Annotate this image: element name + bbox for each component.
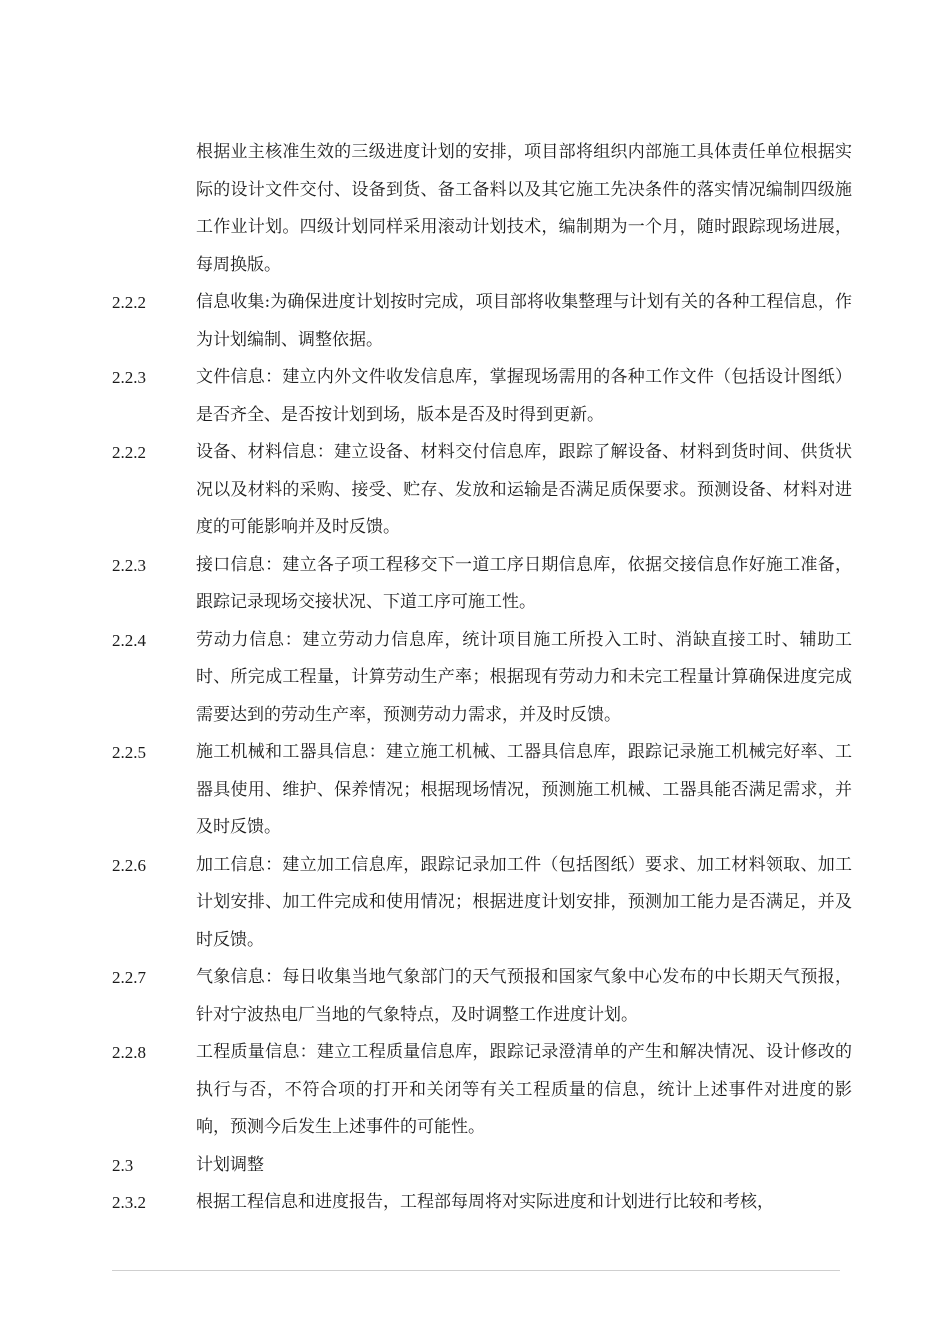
section-number: 2.3: [112, 1155, 134, 1175]
section-text: 信息收集:为确保进度计划按时完成，项目部将收集整理与计划有关的各种工程信息，作为计划编制、调整依据。: [196, 292, 852, 350]
section-item-2-2-2-equipment-material-info: [112, 434, 852, 547]
document-body: [112, 134, 852, 1222]
section-text: 劳动力信息：建立劳动力信息库，统计项目施工所投入工时、消缺直接工时、辅助工时、所完成工程量，计算劳动生产率；根据现有劳动力和未完工程量计算确保进度完成需要达到的劳动生产率，预测劳动力需求，并及时反馈。: [196, 629, 852, 725]
section-item-2-2-3-interface-info: [112, 547, 852, 622]
section-number: 2.2.2: [112, 443, 146, 462]
section-number: 2.2.6: [112, 855, 146, 875]
section-item-2-2-3-document-info: [112, 359, 852, 434]
section-text: 设备、材料信息：建立设备、材料交付信息库，跟踪了解设备、材料到货时间、供货状况以及材料的采购、接受、贮存、发放和运输是否满足质保要求。预测设备、材料对进度的可能影响并及时反馈。: [196, 442, 852, 537]
section-number: 2.3.2: [112, 1193, 146, 1212]
section-item-2-2-5-machinery-info: [112, 734, 852, 847]
section-number: 2.2.3: [112, 368, 146, 387]
footer-divider: [112, 1270, 840, 1271]
section-item-2-2-7-weather-info: [112, 959, 852, 1034]
section-item-2-3-2-progress-review: [112, 1184, 852, 1222]
section-item-2-2-8-quality-info: [112, 1034, 852, 1147]
section-text: 接口信息：建立各子项工程移交下一道工序日期信息库，依据交接信息作好施工准备，跟踪记录现场交接状况、下道工序可施工性。: [196, 554, 852, 612]
section-number: 2.2.2: [112, 293, 146, 312]
section-heading-text: 计划调整: [196, 1154, 264, 1175]
section-text: 文件信息：建立内外文件收发信息库，掌握现场需用的各种工作文件（包括设计图纸）是否齐全、是否按计划到场，版本是否及时得到更新。: [196, 367, 852, 425]
lead-paragraph: 根据业主核准生效的三级进度计划的安排，项目部将组织内部施工具体责任单位根据实际的设计文件交付、设备到货、备工备料以及其它施工先决条件的落实情况编制四级施工作业计划。四级计划同样采用滚动计划技术，编制期为一个月，随时跟踪现场进展，每周换版。: [196, 142, 852, 275]
section-text: 根据工程信息和进度报告，工程部每周将对实际进度和计划进行比较和考核，: [196, 1192, 774, 1212]
section-number: 2.2.7: [112, 968, 146, 987]
section-text: 施工机械和工器具信息：建立施工机械、工器具信息库，跟踪记录施工机械完好率、工器具使用、维护、保养情况；根据现场情况，预测施工机械、工器具能否满足需求，并及时反馈。: [196, 742, 852, 837]
section-item-2-2-4-labor-info: [112, 622, 852, 735]
section-text: 气象信息：每日收集当地气象部门的天气预报和国家气象中心发布的中长期天气预报，针对宁波热电厂当地的气象特点，及时调整工作进度计划。: [196, 967, 852, 1025]
section-item-2-2-2-info-collection: [112, 284, 852, 359]
section-item-2-2-6-processing-info: [112, 847, 852, 960]
section-number: 2.2.8: [112, 1043, 146, 1062]
section-number: 2.2.5: [112, 743, 146, 762]
section-heading-2-3-plan-adjustment: [112, 1147, 852, 1185]
section-number: 2.2.3: [112, 555, 146, 575]
section-text: 工程质量信息：建立工程质量信息库，跟踪记录澄清单的产生和解决情况、设计修改的执行与否，不符合项的打开和关闭等有关工程质量的信息，统计上述事件对进度的影响，预测今后发生上述事件的可能性。: [196, 1042, 852, 1137]
section-text: 加工信息：建立加工信息库，跟踪记录加工件（包括图纸）要求、加工材料领取、加工计划安排、加工件完成和使用情况；根据进度计划安排，预测加工能力是否满足，并及时反馈。: [196, 854, 852, 950]
section-number: 2.2.4: [112, 630, 146, 650]
